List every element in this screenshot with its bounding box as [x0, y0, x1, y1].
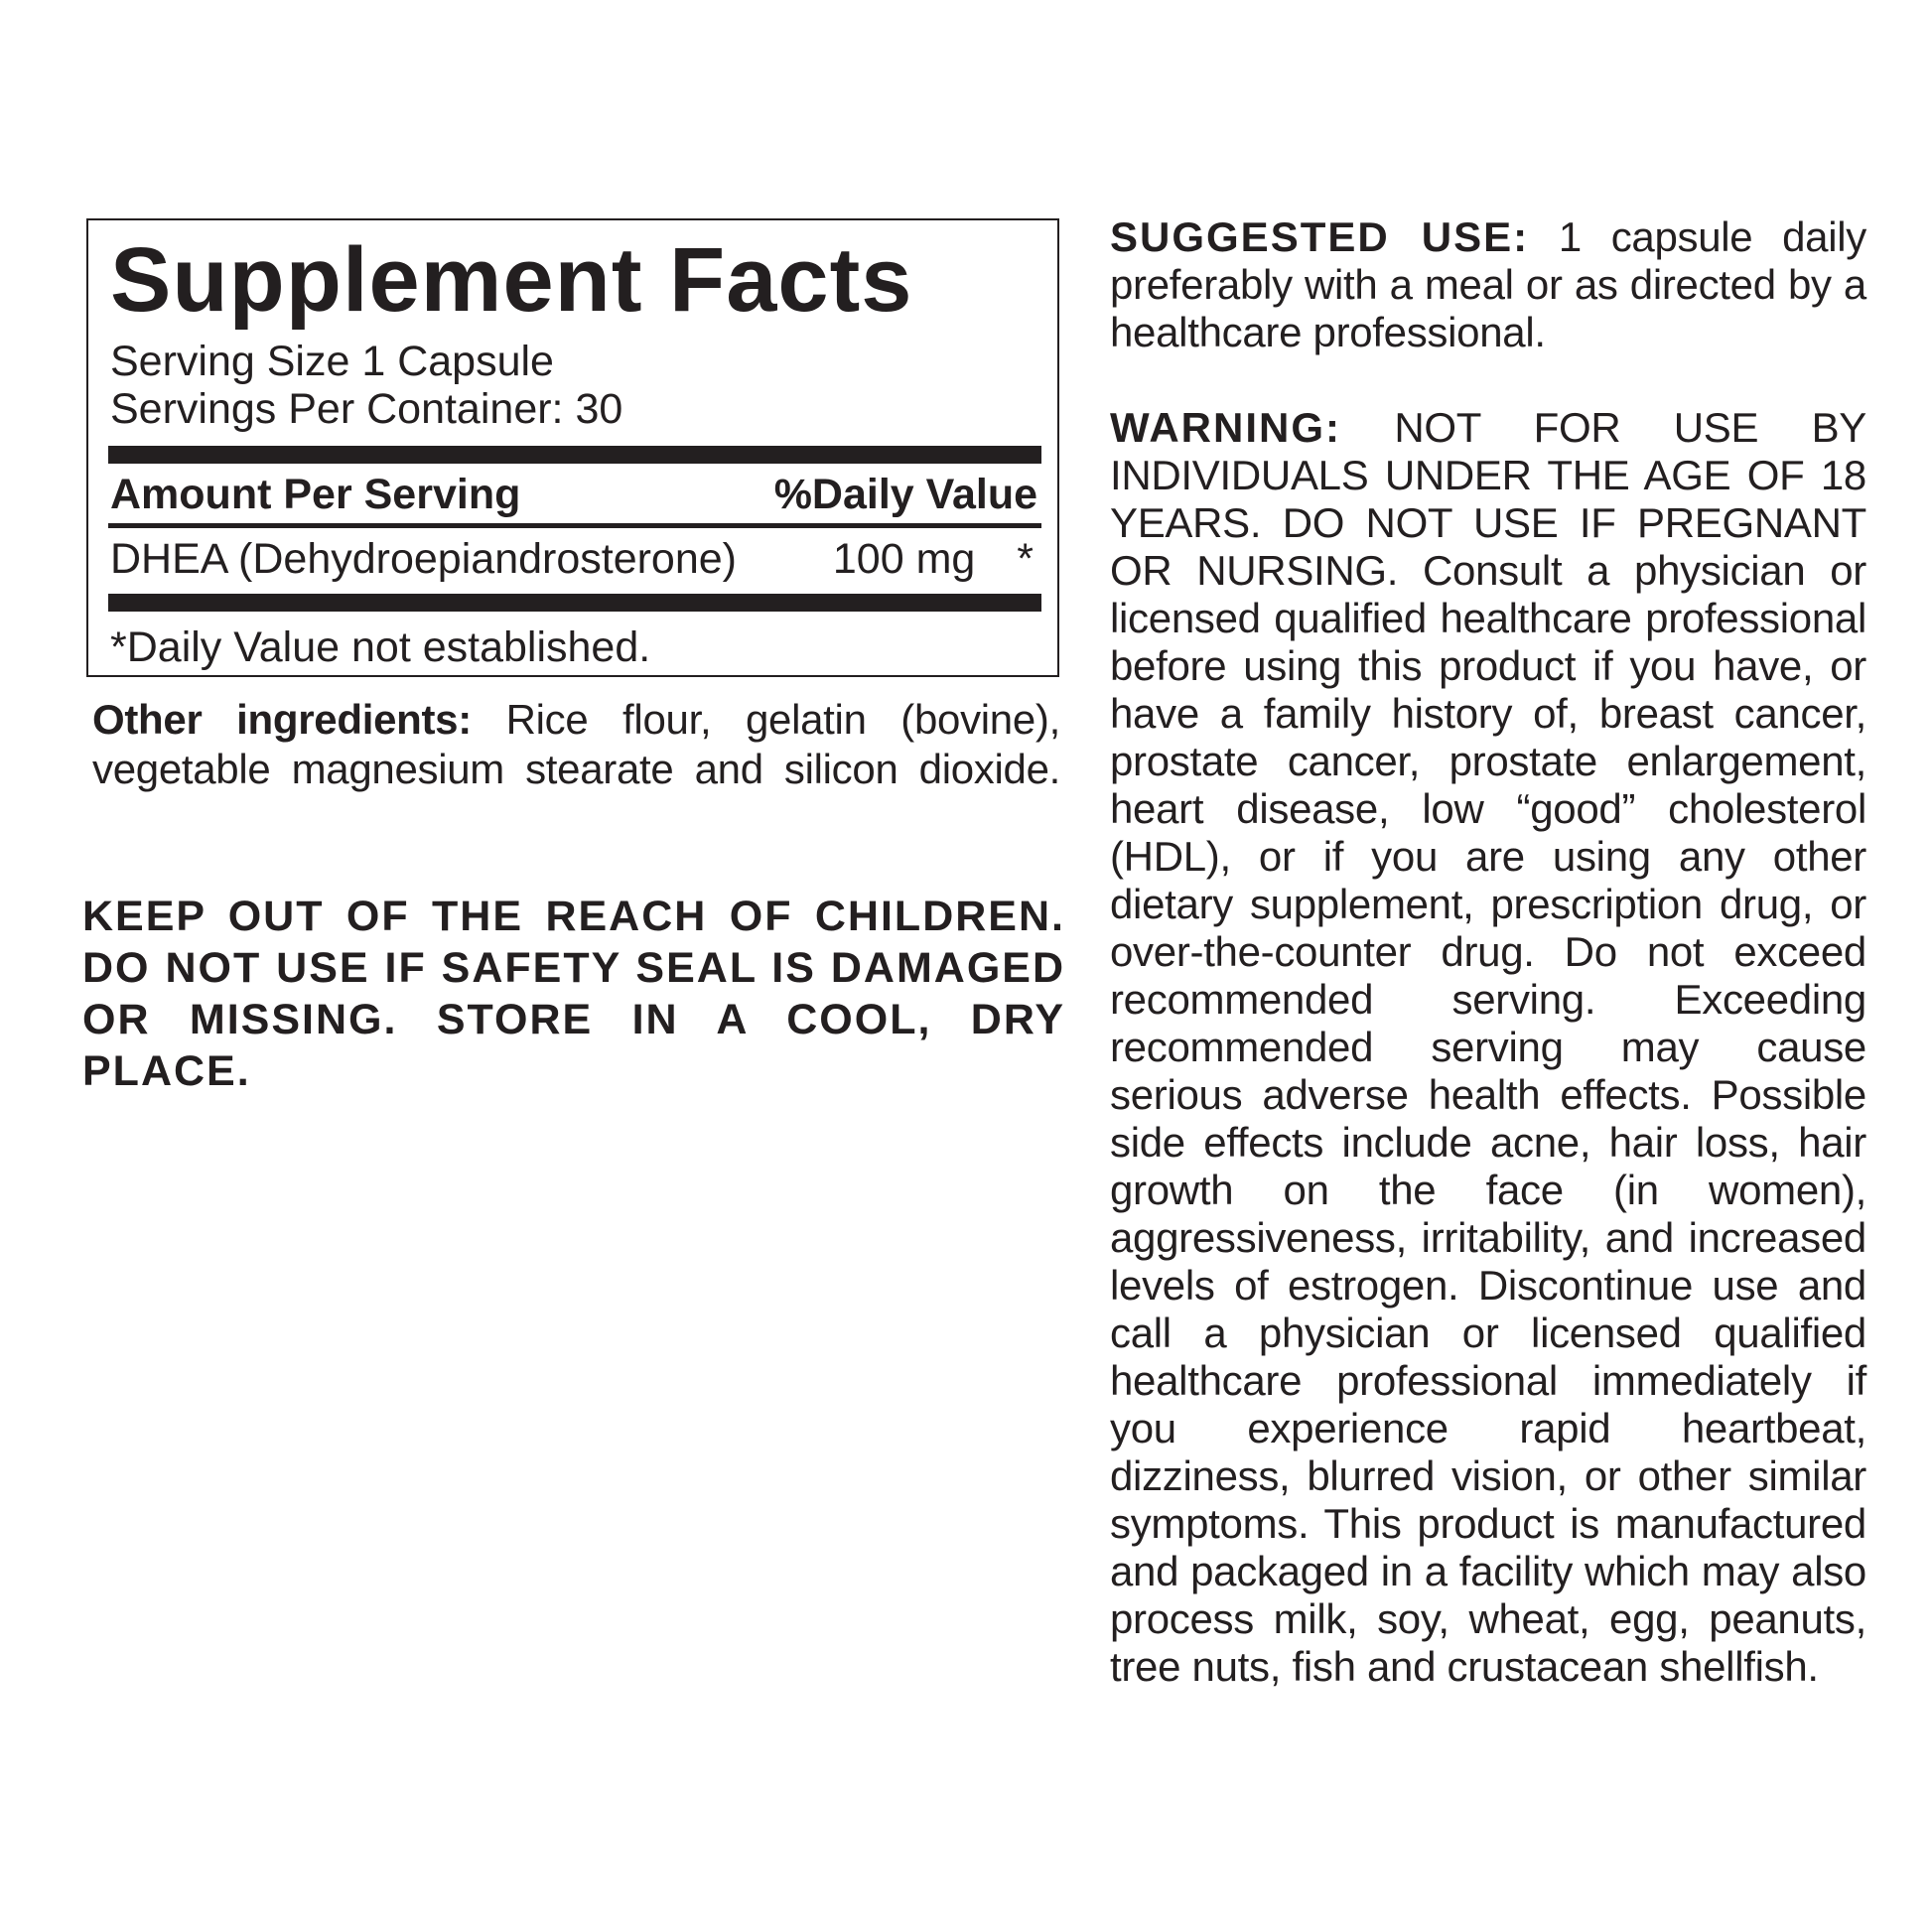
storage-notice: KEEP OUT OF THE REACH OF CHILDREN. DO NOT USE IF SAFETY SEAL IS DAMAGED OR MISSING. STORE IN A COOL, DRY PLACE. [82, 893, 1065, 1095]
warning-text: NOT FOR USE BY INDIVIDUALS UNDER THE AGE OF 18 YEARS. DO NOT USE IF PREGNANT OR NURSING. Consult a physician or licensed qualified healthcare professional before using this product if you have, or have a family history of, breast cancer, prostate cancer, prostate enlargement, heart disease, low “good” cholesterol (HDL), or if you are using any other dietary supplement, prescription drug, or over-the-counter drug. Do not exceed recommended serving. Exceeding recommended serving may cause serious adverse health effects. Possible side effects include acne, hair loss, hair growth on the face (in women), aggressiveness, irritability, and increased levels of estrogen. Discontinue use and call a physician or licensed qualified healthcare professional immediately if you experience rapid heartbeat, dizziness, blurred vision, or other similar symptoms. This product is manufactured and packaged in a facility which may also process milk, soy, wheat, egg, peanuts, tree nuts, fish and crustacean shellfish. [1110, 404, 1866, 1690]
warning-label: WARNING: [1110, 404, 1341, 451]
suggested-use-label: SUGGESTED USE: [1110, 213, 1530, 260]
amount-per-serving-header: Amount Per Serving [110, 471, 521, 518]
daily-value-footnote: *Daily Value not established. [110, 623, 651, 671]
nutrient-name: DHEA (Dehydroepiandrosterone) [110, 535, 737, 583]
supplement-facts-panel [86, 218, 1059, 677]
other-ingredients-text: Rice flour, gelatin (bovine), vegetable magnesium stearate and silicon dioxide. [92, 696, 1060, 792]
thick-divider [108, 594, 1041, 612]
nutrient-row [110, 528, 1037, 594]
directions-column [1110, 213, 1866, 1691]
other-ingredients [92, 695, 1060, 794]
supplement-facts-title: Supplement Facts [110, 229, 913, 331]
facts-header-row [110, 464, 1037, 523]
other-ingredients-label: Other ingredients: [92, 696, 472, 743]
serving-size: Serving Size 1 Capsule [110, 338, 554, 385]
suggested-use [1110, 213, 1866, 356]
warning [1110, 404, 1866, 1691]
nutrient-amount: 100 mg [832, 535, 976, 583]
thick-divider [108, 446, 1041, 464]
suggested-use-text: 1 capsule daily preferably with a meal or as directed by a healthcare professional. [1110, 213, 1867, 355]
servings-per-container: Servings Per Container: 30 [110, 385, 623, 433]
nutrient-daily-value: * [1017, 535, 1034, 583]
daily-value-header: %Daily Value [773, 471, 1037, 518]
